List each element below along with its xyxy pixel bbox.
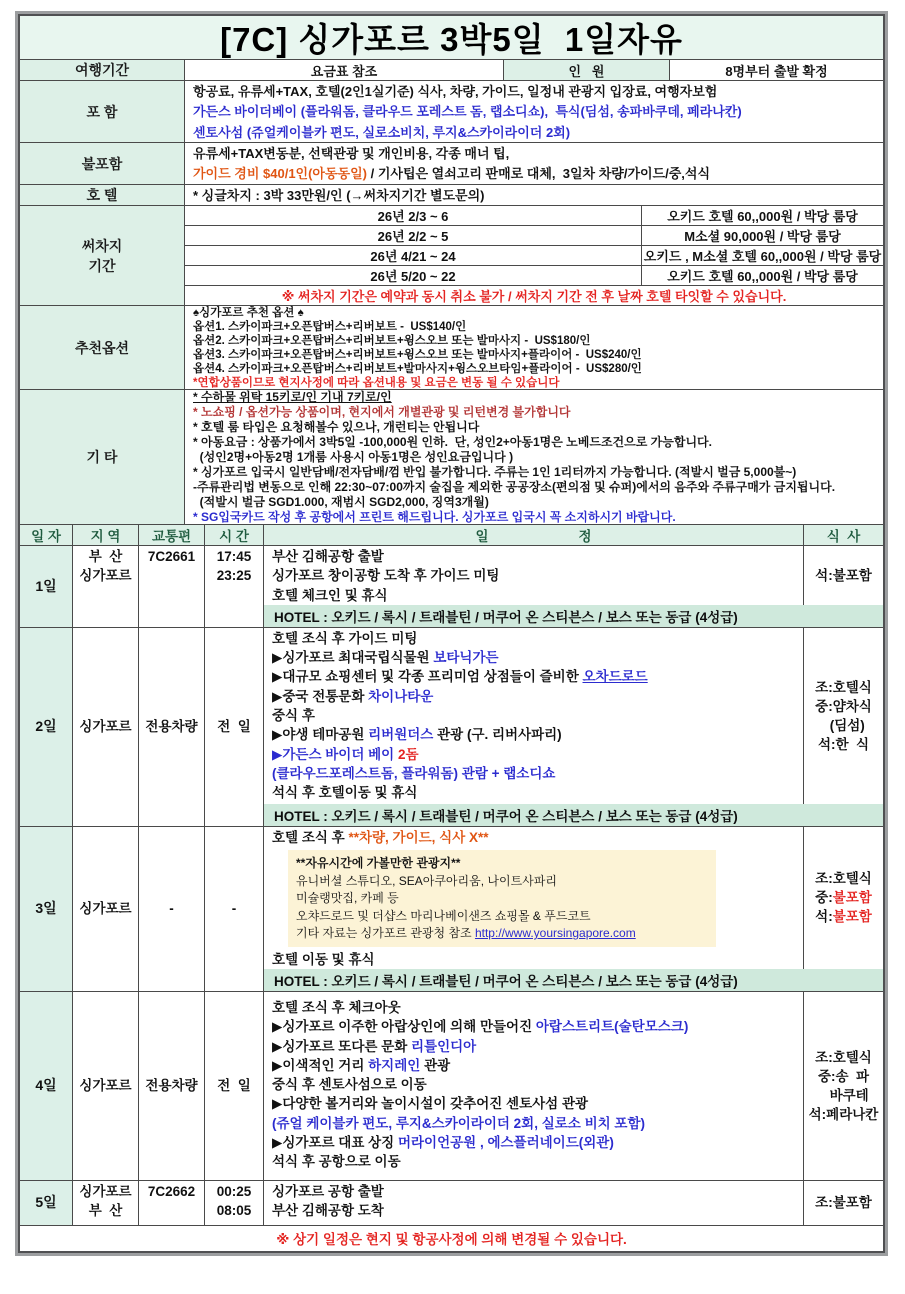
meals-cell	[804, 546, 883, 605]
text-segment: 부 산	[88, 1203, 123, 1219]
text-segment: * SG입국카드 작성 후 공항에서 프린트 해드립니다. 싱가포르 입국시 꼭 소지하시기 바랍니다.	[193, 510, 676, 524]
hotel-bar: HOTEL : 오키드 / 록시 / 트래블틴 / 머쿠어 온 스티븐스 / 보스 또는 동급 (4성급)	[264, 804, 883, 826]
text-segment: 하지레인	[368, 1057, 421, 1073]
text-segment: 미슐랭맛집, 카페 등	[296, 891, 399, 906]
day-right	[264, 992, 883, 1180]
text-line	[193, 376, 879, 390]
day-label: 4일	[20, 992, 73, 1180]
text-line	[148, 547, 195, 566]
text-line	[272, 1056, 797, 1075]
text-segment: 오차드로드	[582, 669, 648, 685]
text-line	[272, 648, 797, 667]
time-cell	[205, 546, 264, 627]
text-segment: 17:45	[216, 549, 252, 564]
text-line	[232, 899, 237, 918]
text-segment: 옵션4. 스카이파크+오픈탑버스+리버보트+발마사지+윙스오브타임+플라이어 - US$280/인	[193, 363, 642, 375]
day-content	[264, 992, 883, 1180]
options-row	[20, 306, 883, 390]
text-line	[193, 102, 879, 122]
text-segment: 08:05	[216, 1203, 252, 1219]
meals-cell	[804, 628, 883, 804]
text-line	[272, 950, 797, 969]
day-right	[264, 628, 883, 826]
text-segment: 옵션2. 스카이파크+오픈탑버스+리버보트+윙스오브 또는 발마사지 - US$180/인	[193, 335, 591, 347]
transport-cell	[139, 628, 205, 826]
text-segment: 00:25	[216, 1183, 252, 1199]
text-line	[79, 899, 131, 918]
text-segment: ▶가든스 바이더 베이	[272, 746, 398, 762]
header-transport: 교통편	[139, 525, 205, 545]
text-line	[193, 334, 879, 348]
text-segment: * 노쇼핑 / 옵션가능 상품이며, 현지에서 개별관광 및 리턴변경 불가합니다	[193, 405, 571, 419]
text-line	[145, 717, 197, 736]
etc-lines	[185, 390, 883, 524]
meals-cell	[804, 992, 883, 1180]
text-segment: * 아동요금 : 상품가에서 3박5일 -100,000원 인하. 단, 성인2+아동1명은 노베드조건으로 가능합니다.	[193, 435, 712, 449]
included-label: 포 함	[20, 81, 185, 142]
text-line	[272, 667, 797, 686]
text-segment: 조:호텔식	[815, 1049, 872, 1065]
transport-cell	[139, 1181, 205, 1225]
text-segment: 전용차량	[145, 719, 198, 735]
text-segment: 호텔 조식 후 체크아웃	[272, 999, 401, 1015]
text-segment: 아랍스트리트(술탄모스크)	[535, 1019, 689, 1035]
surcharge-label-bottom: 기간	[88, 257, 116, 274]
hotel-bar: HOTEL : 오키드 / 록시 / 트래블틴 / 머쿠어 온 스티븐스 / 보스 또는 동급 (4성급)	[264, 605, 883, 627]
text-segment: *연합상품이므로 현지사정에 따라 옵션내용 및 요금은 변동 될 수 있습니다	[193, 377, 560, 389]
hotel-bar: HOTEL : 오키드 / 록시 / 트래블틴 / 머쿠어 온 스티븐스 / 보스 또는 동급 (4성급)	[264, 969, 883, 991]
text-segment: (클라우드포레스트돔, 플라워돔) 관람 + 랩소디쇼	[272, 765, 556, 781]
region-cell	[73, 992, 139, 1180]
transport-cell	[139, 546, 205, 627]
text-segment: 중식 후 센토사섬으로 이동	[272, 1077, 427, 1093]
day-content	[264, 546, 883, 605]
day-content	[264, 628, 883, 804]
text-segment: 오챠드로드 및 더샵스 마리나베이샌즈 쇼핑몰 & 푸드코트	[296, 908, 591, 923]
text-segment: 조:불포함	[815, 1195, 872, 1211]
header-time: 시 간	[205, 525, 264, 545]
text-segment: 중:얌차식	[815, 698, 872, 714]
time-cell	[205, 1181, 264, 1225]
surcharge-row	[185, 266, 883, 286]
itinerary-day-5	[20, 1181, 883, 1226]
surcharge-period: 26년 2/3 ~ 6	[185, 206, 642, 225]
etc-label: 기 타	[20, 390, 185, 524]
surcharge-note: ※ 써차지 기간은 예약과 동시 취소 불가 / 써차지 기간 전 후 날짜 호텔 타잇할 수 있습니다.	[281, 289, 787, 304]
header-meal: 식 사	[826, 529, 861, 544]
text-line	[296, 873, 708, 891]
text-line	[145, 1076, 197, 1095]
text-segment: ▶다양한 볼거리와 놀이시설이 갖추어진 센토사섬 관광	[272, 1096, 589, 1112]
day-right	[264, 1181, 883, 1225]
surcharge-price: 오키드 호텔 60,,000원 / 박당 룸당	[667, 269, 858, 284]
text-line	[193, 450, 879, 465]
surcharge-price: 오키드 , M소셜 호텔 60,,000원 / 박당 룸당	[643, 249, 882, 264]
text-line	[193, 420, 879, 435]
text-segment: 부 산	[88, 549, 123, 564]
text-segment: / 기사팁은 열쇠고리 판매로 대체, 3일차 차량/가이드/중,석식	[367, 166, 711, 182]
text-line	[272, 1017, 797, 1036]
text-line	[193, 480, 879, 495]
text-line	[79, 717, 131, 736]
day-right	[264, 546, 883, 627]
document-title-row	[20, 16, 883, 60]
text-line	[193, 320, 879, 334]
day-label: 3일	[20, 827, 73, 991]
text-segment: 항공료, 유류세+TAX, 호텔(2인1실기준) 식사, 차량, 가이드, 일정내 관광지 입장료, 여행자보험	[193, 84, 718, 99]
schedule-cell	[264, 1181, 804, 1225]
text-line	[296, 890, 708, 908]
surcharge-section	[20, 206, 883, 306]
text-segment: 호텔 조식 후 가이드 미팅	[272, 630, 418, 646]
hotel-label: 호 텔	[20, 185, 185, 205]
day-label: 5일	[20, 1181, 73, 1225]
text-segment: 싱가포르	[79, 901, 132, 917]
text-line	[815, 869, 872, 888]
text-segment: 옵션1. 스카이파크+오픈탑버스+리버보트 - US$140/인	[193, 321, 467, 333]
text-segment: (성인2명+아동2명 1개룸 사용시 아동1명은 성인요금입니다 )	[193, 450, 514, 464]
day-label: 1일	[20, 546, 73, 627]
text-line	[272, 687, 797, 706]
surcharge-price: 오키드 호텔 60,,000원 / 박당 룸당	[667, 209, 858, 224]
time-cell	[205, 628, 264, 826]
day-content	[264, 1181, 883, 1225]
surcharge-period: 26년 2/2 ~ 5	[185, 226, 642, 245]
itinerary-day-2	[20, 628, 883, 827]
excluded-lines	[185, 143, 883, 184]
text-line	[815, 907, 872, 926]
free-time-suggestion-box	[288, 850, 716, 947]
text-segment: * 호텔 룸 타입은 요청해볼수 있으나, 개런티는 안됩니다	[193, 420, 480, 434]
schedule-cell	[264, 628, 804, 804]
text-line	[818, 735, 869, 754]
text-line	[272, 764, 797, 783]
text-segment: 전 일	[217, 719, 251, 735]
surcharge-row	[185, 206, 883, 226]
text-segment: 바쿠테	[818, 1087, 869, 1103]
options-label: 추천옵션	[20, 306, 185, 389]
text-line	[193, 306, 879, 320]
text-line	[296, 925, 708, 943]
time-cell	[205, 827, 264, 991]
text-line	[272, 1094, 797, 1113]
text-line	[79, 1076, 131, 1095]
text-segment: 기타 자료는 싱가포르 관광청 참조	[296, 926, 475, 941]
free-day-footer	[272, 950, 797, 969]
text-line	[272, 629, 797, 648]
itinerary-day-1	[20, 546, 883, 628]
text-line	[815, 697, 872, 716]
text-segment: 호텔 조식 후	[272, 829, 349, 845]
header-day: 일 자	[20, 525, 73, 545]
text-line	[272, 1037, 797, 1056]
text-segment: 7C2661	[147, 549, 196, 564]
text-segment: 싱가포르	[79, 1078, 132, 1094]
text-segment: 중:	[815, 890, 833, 906]
text-segment: 불포함	[832, 890, 872, 906]
text-segment: 머라이언공원 , 에스플러네이드(외관)	[397, 1135, 614, 1151]
text-line	[272, 547, 797, 566]
surcharge-table	[185, 206, 883, 305]
text-line	[272, 1152, 797, 1171]
text-line	[818, 1067, 869, 1086]
hotel-single-lines	[185, 185, 883, 205]
text-line	[217, 717, 251, 736]
text-segment: ▶야생 테마공원	[272, 727, 369, 743]
header-schedule: 일 정	[264, 525, 804, 545]
surcharge-label-top: 써차지	[81, 237, 123, 254]
text-line	[89, 547, 123, 566]
options-lines	[185, 306, 883, 389]
text-line	[193, 390, 879, 405]
text-segment: 중식 후	[272, 708, 315, 724]
text-segment: 부산 김해공항 출발	[272, 549, 384, 564]
included-row	[20, 81, 883, 143]
included-lines	[185, 81, 883, 142]
text-line	[822, 716, 865, 735]
trip-period-label: 여행기간	[20, 60, 185, 80]
text-line	[272, 566, 797, 585]
time-cell	[205, 992, 264, 1180]
text-segment: 석:	[815, 909, 833, 925]
text-line	[272, 706, 797, 725]
text-line	[193, 144, 879, 164]
page-title: [7C] 싱가포르 3박5일 1일자유	[220, 21, 683, 58]
excluded-label: 불포함	[20, 143, 185, 184]
text-segment: -주류관리법 변동으로 인해 22:30~07:00까지 술집을 제외한 공공장소(편의점 및 슈퍼)에서의 음주와 주류구매가 금지됩니다.	[193, 480, 836, 494]
text-segment: 옵션3. 스카이파크+오픈탑버스+리버보트+윙스오브 또는 발마사지+플라이어 - US$240/인	[193, 349, 642, 361]
text-line	[193, 164, 879, 184]
text-segment: * 싱글차지 : 3박 33만원/인 (→써차지기간 별도문의)	[193, 188, 485, 203]
text-line	[217, 566, 252, 585]
yoursingapore-link[interactable]: http://www.yoursingapore.com	[474, 926, 636, 941]
free-day-heading	[272, 828, 797, 847]
text-segment: 불포함	[832, 909, 872, 925]
text-segment: 싱가포르	[79, 1183, 132, 1199]
text-segment: -	[169, 901, 174, 917]
text-line	[815, 566, 872, 585]
text-segment: ♠싱가포르 추천 옵션 ♠	[193, 307, 304, 319]
excluded-row	[20, 143, 883, 185]
text-segment: 리틀인디아	[411, 1038, 477, 1054]
surcharge-label	[20, 206, 185, 305]
text-segment: 중:송 파	[817, 1068, 870, 1084]
text-line	[272, 1075, 797, 1094]
text-line	[193, 435, 879, 450]
text-segment: 싱가포르	[79, 568, 132, 584]
text-segment: **자유시간에 가볼만한 관광지**	[296, 856, 461, 871]
region-cell	[73, 827, 139, 991]
text-segment: 차이나타운	[368, 688, 434, 704]
text-line	[169, 899, 174, 918]
hotel-single-row	[20, 185, 883, 206]
trip-period-row	[20, 60, 883, 81]
text-line	[217, 547, 252, 566]
surcharge-period: 26년 5/20 ~ 22	[185, 266, 642, 285]
surcharge-row	[185, 246, 883, 266]
text-line	[272, 1133, 797, 1152]
text-segment: ▶싱가포르 대표 상징	[272, 1135, 398, 1151]
surcharge-period: 26년 4/21 ~ 24	[185, 246, 642, 265]
itinerary-day-4	[20, 992, 883, 1181]
text-line	[193, 186, 879, 205]
text-segment: (딤섬)	[822, 717, 865, 733]
text-segment: 가이드 경비 $40/1인(아동동일)	[193, 166, 367, 182]
text-line	[272, 1182, 797, 1201]
text-segment: 관광 (구. 리버사파리)	[433, 727, 562, 743]
text-line	[272, 1201, 797, 1220]
text-line	[217, 1076, 251, 1095]
text-line	[217, 1182, 252, 1201]
text-segment: 2돔	[397, 746, 419, 762]
text-segment: ▶대규모 쇼핑센터 및 각종 프리미엄 상점들이 즐비한	[272, 669, 583, 685]
text-line	[272, 998, 797, 1017]
text-line	[815, 1193, 872, 1212]
transport-cell	[139, 992, 205, 1180]
day-right	[264, 827, 883, 991]
schedule-cell	[264, 827, 804, 969]
text-line	[272, 725, 797, 744]
surcharge-price: M소셜 90,000원 / 박당 룸당	[684, 229, 841, 244]
schedule-cell	[264, 992, 804, 1180]
text-segment: * 수하물 위탁 15키로/인 기내 7키로/인	[193, 390, 392, 404]
schedule-change-note: ※ 상기 일정은 현지 및 항공사정에 의해 변경될 수 있습니다.	[276, 1232, 627, 1248]
region-cell	[73, 546, 139, 627]
text-segment: -	[231, 901, 237, 917]
text-segment: ▶이색적인 거리	[272, 1057, 369, 1073]
text-line	[815, 678, 872, 697]
text-segment: 조:호텔식	[815, 871, 872, 887]
text-line	[815, 1048, 872, 1067]
text-segment: (쥬얼 케이블카 편도, 루지&스카이라이더 2회, 실로소 비치 포함)	[272, 1115, 645, 1131]
text-segment: 가든스 바이더베이 (플라워돔, 클라우드 포레스트 돔, 랩소디쇼), 특식(딤섬, 송파바쿠데, 페라나칸)	[193, 104, 742, 120]
text-segment: 보타닉가든	[433, 650, 499, 666]
text-line	[272, 783, 797, 802]
region-cell	[73, 1181, 139, 1225]
day-label: 2일	[20, 628, 73, 826]
text-line	[818, 1086, 868, 1105]
text-segment: 싱가포르 창이공항 도착 후 가이드 미팅	[272, 568, 500, 584]
header-region: 지 역	[73, 525, 139, 545]
text-segment: **차량, 가이드, 식사 X**	[348, 829, 489, 845]
text-segment: 호텔 체크인 및 휴식	[272, 587, 388, 603]
day-content	[264, 827, 883, 969]
text-line	[89, 1201, 123, 1220]
text-line	[809, 1105, 879, 1124]
text-line	[217, 1201, 252, 1220]
text-line	[193, 495, 879, 510]
text-segment: 리버원더스	[368, 727, 434, 743]
text-segment: 7C2662	[147, 1183, 196, 1199]
text-segment: 센토사섬 (쥬얼케이블카 편도, 실로소비치, 루지&스카이라이더 2회)	[193, 124, 571, 140]
schedule-cell	[264, 546, 804, 605]
text-line	[815, 888, 872, 907]
text-segment: 싱가포르	[79, 719, 132, 735]
text-line	[193, 510, 879, 525]
text-segment: 석:한 식	[817, 736, 870, 752]
text-line	[296, 855, 708, 873]
text-segment: 전용차량	[145, 1078, 198, 1094]
text-segment: (적발시 벌금 SGD1.000, 재범시 SGD2,000, 징역3개월)	[193, 495, 489, 509]
text-segment: 부산 김해공항 도착	[272, 1203, 384, 1219]
text-line	[193, 82, 879, 102]
transport-cell	[139, 827, 205, 991]
text-segment: 유류세+TAX변동분, 선택관광 및 개인비용, 각종 매너 팁,	[193, 146, 510, 161]
text-line	[193, 362, 879, 376]
text-segment: ▶싱가포르 또다른 문화	[272, 1038, 412, 1054]
text-line	[193, 123, 879, 143]
people-value: 8명부터 출발 확정	[725, 63, 828, 79]
text-segment: 23:25	[216, 568, 252, 584]
itinerary-header-row	[20, 525, 883, 546]
etc-row	[20, 390, 883, 525]
text-segment: 석:불포함	[815, 567, 872, 583]
text-segment: 호텔 이동 및 휴식	[272, 951, 375, 967]
text-line	[272, 745, 797, 764]
surcharge-row	[185, 226, 883, 246]
itinerary-day-3	[20, 827, 883, 992]
text-line	[193, 465, 879, 480]
travel-itinerary-document	[18, 14, 885, 1253]
text-segment: 관광	[420, 1057, 451, 1073]
text-segment: 석:페라나칸	[808, 1106, 879, 1122]
text-segment: 조:호텔식	[815, 679, 872, 695]
text-line	[79, 1182, 131, 1201]
text-line	[79, 566, 131, 585]
trip-period-value: 요금표 참조	[310, 63, 378, 79]
text-line	[193, 348, 879, 362]
meals-cell	[804, 1181, 883, 1225]
text-line	[272, 586, 797, 605]
text-line	[148, 1182, 195, 1201]
text-segment: 석식 후 공항으로 이동	[272, 1154, 401, 1170]
text-segment: 전 일	[217, 1078, 251, 1094]
meals-cell	[804, 827, 883, 969]
text-segment: ▶싱가포르 최대국립식물원	[272, 650, 434, 666]
region-cell	[73, 628, 139, 826]
text-line	[296, 908, 708, 926]
text-segment: 유니버셜 스튜디오, SEA아쿠아리움, 나이트사파리	[296, 873, 557, 888]
text-segment: ▶중국 전통문화	[272, 688, 369, 704]
text-segment: 석식 후 호텔이동 및 휴식	[272, 785, 418, 801]
text-line	[272, 1114, 797, 1133]
text-segment: ▶싱가포르 이주한 아랍상인에 의해 만들어진	[272, 1019, 536, 1035]
text-line	[272, 828, 797, 847]
text-line	[193, 405, 879, 420]
text-segment: * 싱가포르 입국시 일반담배/전자담배/껌 반입 불가합니다. 주류는 1인 1리터까지 가능합니다. (적발시 벌금 5,000불~)	[193, 465, 797, 479]
people-label: 인 원	[503, 60, 670, 80]
text-segment: 싱가포르 공항 출발	[272, 1183, 384, 1199]
